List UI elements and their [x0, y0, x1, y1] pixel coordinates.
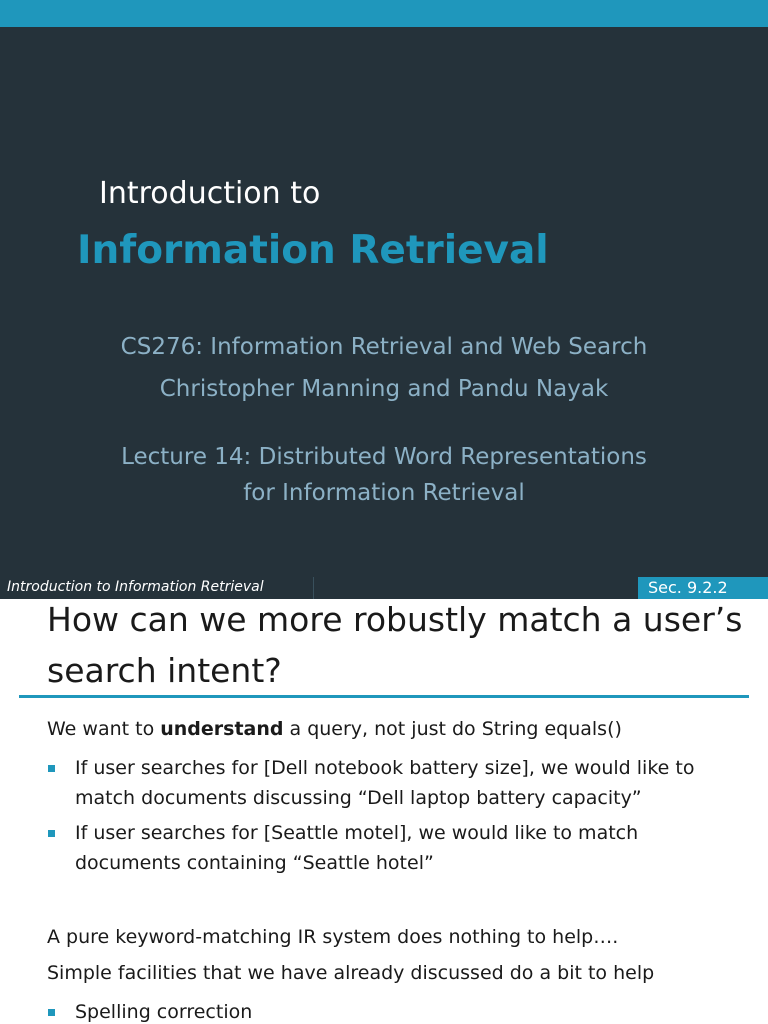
bullet-item	[47, 997, 747, 1024]
main-title: Information Retrieval	[77, 228, 549, 273]
course-name: CS276: Information Retrieval and Web Search	[120, 334, 648, 360]
authors: Christopher Manning and Pandu Nayak	[159, 376, 609, 402]
intro-before: We want to	[47, 718, 161, 740]
header-title: Introduction to Information Retrieval	[7, 579, 264, 595]
paragraph-simple-facilities: Simple facilities that we have already discussed do a bit to help	[47, 962, 655, 984]
heading-divider	[19, 695, 749, 698]
bullet-text: If user searches for [Dell notebook battery size], we would like to match documents discussing “Dell laptop battery capacity”	[75, 757, 695, 809]
intro-after: a query, not just do String equals()	[283, 718, 622, 740]
bullet-text: Spelling correction	[75, 1001, 253, 1023]
bullet-item	[47, 818, 747, 878]
lecture-title-line-1: Lecture 14: Distributed Word Representations	[121, 444, 647, 470]
title-slide-top-bar	[0, 0, 768, 27]
bullet-square-icon	[48, 1009, 55, 1016]
bullet-item	[47, 753, 747, 813]
bullet-square-icon	[48, 830, 55, 837]
slide-heading: How can we more robustly match a user’s search intent?	[47, 600, 743, 690]
lecture-title-line-2: for Information Retrieval	[243, 480, 525, 506]
intro-paragraph	[47, 718, 622, 740]
bullet-text: If user searches for [Seattle motel], we would like to match documents containing “Seattle hotel”	[75, 822, 639, 874]
bullet-square-icon	[48, 765, 55, 772]
section-number: Sec. 9.2.2	[648, 578, 728, 597]
intro-bold: understand	[160, 718, 284, 740]
intro-text: Introduction to	[99, 176, 321, 211]
paragraph-keyword-matching: A pure keyword-matching IR system does nothing to help….	[47, 926, 619, 948]
content-slide	[0, 577, 768, 1024]
